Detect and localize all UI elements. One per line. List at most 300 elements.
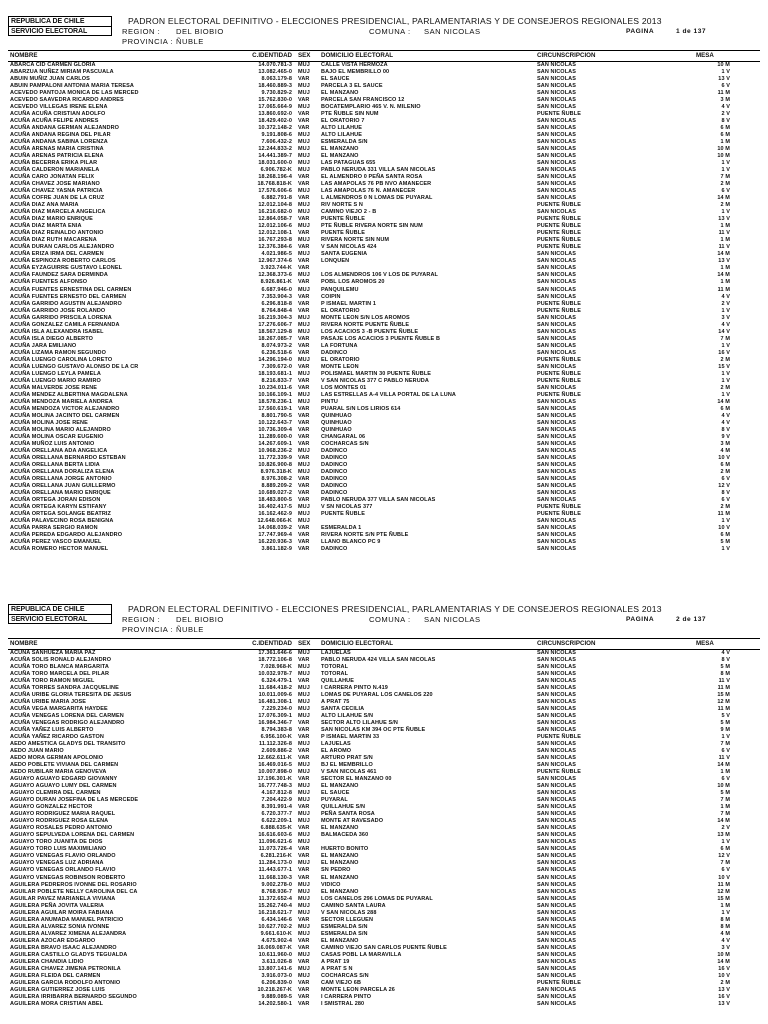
voter-domicilio: ALTO LILAHUE S/N bbox=[321, 713, 374, 720]
voter-domicilio: CALLE VISTA HERMOZA bbox=[321, 62, 388, 68]
voter-sex: MUJ bbox=[298, 783, 310, 790]
table-row bbox=[0, 448, 768, 455]
voter-name: ACUÑA ORELLANA BERTA LIDIA bbox=[10, 461, 100, 468]
voter-circunscripcion: SAN NICOLAS bbox=[537, 937, 576, 944]
voter-mesa: 5 M bbox=[720, 790, 730, 797]
voter-sex: MUJ bbox=[298, 223, 310, 230]
page-number: 2 de 137 bbox=[676, 616, 707, 623]
voter-mesa: 7 M bbox=[720, 174, 730, 181]
col-cedula: C.IDENTIDAD bbox=[252, 52, 292, 59]
voter-mesa: 7 M bbox=[720, 811, 730, 818]
table-row bbox=[0, 111, 768, 118]
voter-cedula: 18.578.236-1 bbox=[258, 398, 292, 405]
table-row bbox=[0, 406, 768, 413]
voter-name: AGUILERA FLEIDA DEL CARMEN bbox=[10, 972, 101, 979]
voter-mesa: 2 M bbox=[720, 202, 730, 209]
voter-cedula: 6.281.216-K bbox=[260, 853, 292, 860]
voter-sex: MUJ bbox=[298, 832, 310, 839]
col-mesa: MESA bbox=[696, 640, 714, 647]
padron-page-1 bbox=[0, 10, 768, 553]
voter-circunscripcion: SAN NICOLAS bbox=[537, 321, 576, 328]
voter-mesa: 14 V bbox=[718, 328, 730, 335]
voter-cedula: 17.361.646-6 bbox=[258, 650, 292, 656]
voter-cedula: 14.296.194-0 bbox=[258, 356, 292, 363]
voter-circunscripcion: SAN NICOLAS bbox=[537, 97, 576, 104]
voter-cedula: 11.684.418-2 bbox=[258, 685, 292, 692]
table-row bbox=[0, 237, 768, 244]
table-row bbox=[0, 413, 768, 420]
voter-mesa: 11 M bbox=[717, 706, 730, 713]
voter-circunscripcion: SAN NICOLAS bbox=[537, 314, 576, 321]
voter-sex: VAR bbox=[298, 195, 310, 202]
voter-name: ACUÑA ESPINOZA ROBERTO CARLOS bbox=[10, 258, 116, 265]
voter-domicilio: EL MANZANO bbox=[321, 874, 359, 881]
voter-mesa: 14 M bbox=[717, 818, 730, 825]
col-cedula: C.IDENTIDAD bbox=[252, 640, 292, 647]
voter-sex: VAR bbox=[298, 300, 310, 307]
voter-domicilio: PABLO NERUDA 331 VILLA SAN NICOLAS bbox=[321, 167, 436, 174]
voter-mesa: 14 M bbox=[717, 195, 730, 202]
voter-mesa: 13 V bbox=[718, 216, 730, 223]
voter-circunscripcion: SAN NICOLAS bbox=[537, 335, 576, 342]
voter-cedula: 6.687.946-0 bbox=[261, 286, 292, 293]
table-row bbox=[0, 490, 768, 497]
header-divider bbox=[8, 638, 760, 639]
voter-domicilio: LAS AMAPOLAS 76 PB NVO AMANECER bbox=[321, 181, 432, 188]
voter-cedula: 8.926.861-K bbox=[260, 279, 292, 286]
voter-mesa: 5 M bbox=[720, 539, 730, 546]
voter-mesa: 1 V bbox=[721, 69, 730, 76]
voter-name: ACUÑA URIBE GLORIA TERESITA DE JESUS bbox=[10, 692, 132, 699]
voter-name: ACUÑA ORELLANA JORGE ANTONIO bbox=[10, 475, 112, 482]
table-row bbox=[0, 518, 768, 525]
voter-domicilio: PABLO NERUDA 424 VILLA SAN NICOLAS bbox=[321, 657, 436, 664]
table-row bbox=[0, 455, 768, 462]
voter-domicilio: POLISMAEL MARTIN 30 PUENTE ÑUBLE bbox=[321, 370, 432, 377]
voter-circunscripcion: SAN NICOLAS bbox=[537, 539, 576, 546]
table-row bbox=[0, 671, 768, 678]
voter-cedula: 18.768.818-K bbox=[257, 181, 292, 188]
voter-sex: VAR bbox=[298, 944, 310, 951]
voter-circunscripcion: SAN NICOLAS bbox=[537, 384, 576, 391]
voter-mesa: 11 V bbox=[718, 244, 730, 251]
voter-domicilio: V SAN NICOLAS 461 bbox=[321, 769, 377, 776]
table-row bbox=[0, 511, 768, 518]
voter-circunscripcion: PUENTE ÑUBLE bbox=[537, 237, 581, 244]
voter-cedula: 10.122.643-7 bbox=[258, 419, 292, 426]
table-row bbox=[0, 804, 768, 811]
voter-mesa: 4 M bbox=[720, 447, 730, 454]
page-header bbox=[0, 10, 768, 52]
voter-mesa: 1 V bbox=[721, 839, 730, 846]
voter-circunscripcion: SAN NICOLAS bbox=[537, 839, 576, 846]
voter-cedula: 15.262.740-4 bbox=[258, 902, 292, 909]
voter-sex: VAR bbox=[298, 678, 310, 685]
voter-name: ACUÑA FUENTES ERNESTO DEL CARMEN bbox=[10, 293, 127, 300]
voter-name: AGUILAR PAVEZ MARIANELA VIVIANA bbox=[10, 895, 116, 902]
voter-circunscripcion: SAN NICOLAS bbox=[537, 720, 576, 727]
table-row bbox=[0, 265, 768, 272]
voter-sex: VAR bbox=[298, 853, 310, 860]
voter-sex: VAR bbox=[298, 265, 310, 272]
voter-sex: MUJ bbox=[298, 839, 310, 846]
voter-mesa: 7 M bbox=[720, 741, 730, 748]
voter-circunscripcion: PUENTE ÑUBLE bbox=[537, 769, 581, 776]
voter-name: ACUÑA GARRIDO AGUSTIN ALEJANDRO bbox=[10, 300, 122, 307]
voter-name: ACUÑA MOLINA JOSE RENE bbox=[10, 419, 88, 426]
voter-sex: VAR bbox=[298, 412, 310, 419]
voter-name: ACUÑA URIBE MARIA JOSE bbox=[10, 699, 87, 706]
table-row bbox=[0, 727, 768, 734]
voter-mesa: 5 M bbox=[720, 664, 730, 671]
voter-name: ACUÑA JARA EMILIANO bbox=[10, 342, 77, 349]
voter-cedula: 16.402.417-5 bbox=[258, 503, 292, 510]
voter-name: ACUÑA BECERRA ERIKA PILAR bbox=[10, 160, 98, 167]
voter-domicilio: EL MANZANO bbox=[321, 783, 359, 790]
voter-domicilio: PINTU bbox=[321, 398, 338, 405]
voter-sex: VAR bbox=[298, 279, 310, 286]
table-row bbox=[0, 539, 768, 546]
voter-cedula: 7.204.422-9 bbox=[261, 797, 292, 804]
voter-sex: MUJ bbox=[298, 902, 310, 909]
table-row bbox=[0, 364, 768, 371]
table-row bbox=[0, 980, 768, 987]
voter-circunscripcion: SAN NICOLAS bbox=[537, 664, 576, 671]
voter-name: ACUÑA ARENAS MARIA CRISTINA bbox=[10, 146, 104, 153]
voter-name: ACUÑA ACUÑA FELIPE ANDRES bbox=[10, 118, 99, 125]
voter-cedula: 6.236.518-6 bbox=[261, 349, 292, 356]
voter-mesa: 13 V bbox=[718, 1000, 730, 1007]
table-row bbox=[0, 209, 768, 216]
voter-mesa: 7 M bbox=[720, 860, 730, 867]
voter-domicilio: TOTORAL bbox=[321, 671, 349, 678]
voter-name: AGUILERA IRRIBARRA BERNARDO SEGUNDO bbox=[10, 993, 137, 1000]
voter-name: ACUÑA FUENTES ALFONSO bbox=[10, 279, 88, 286]
voter-circunscripcion: SAN NICOLAS bbox=[537, 783, 576, 790]
voter-domicilio: QUINHUAO bbox=[321, 426, 352, 433]
voter-cedula: 11.289.600-0 bbox=[258, 433, 292, 440]
table-row bbox=[0, 97, 768, 104]
voter-domicilio: PARCELA SAN FRANCISCO 12 bbox=[321, 97, 405, 104]
voter-circunscripcion: SAN NICOLAS bbox=[537, 797, 576, 804]
voter-sex: VAR bbox=[298, 76, 310, 83]
voter-circunscripcion: SAN NICOLAS bbox=[537, 727, 576, 734]
table-row bbox=[0, 896, 768, 903]
voter-cedula: 18.193.681-1 bbox=[258, 370, 292, 377]
table-row bbox=[0, 427, 768, 434]
voter-name: ABUIN MUÑIZ JUAN CARLOS bbox=[10, 76, 90, 83]
voter-circunscripcion: SAN NICOLAS bbox=[537, 153, 576, 160]
voter-mesa: 1 M bbox=[720, 223, 730, 230]
col-domicilio: DOMICILIO ELECTORAL bbox=[321, 52, 394, 59]
table-row bbox=[0, 846, 768, 853]
voter-sex: MUJ bbox=[298, 909, 310, 916]
voter-domicilio: ALTO LILAHUE bbox=[321, 132, 363, 139]
voter-mesa: 13 V bbox=[718, 76, 730, 83]
comuna-value: SAN NICOLAS bbox=[424, 27, 481, 36]
voter-mesa: 11 M bbox=[717, 90, 730, 97]
voter-cedula: 6.206.839-0 bbox=[261, 979, 292, 986]
voter-domicilio: QUILLAHUE S/N bbox=[321, 804, 366, 811]
voter-mesa: 8 M bbox=[720, 916, 730, 923]
voter-name: AGUILERA CASTILLO GLADYS TEGUALDA bbox=[10, 951, 128, 958]
voter-sex: MUJ bbox=[298, 671, 310, 678]
voter-domicilio: A PRAT 19 bbox=[321, 958, 350, 965]
voter-mesa: 11 M bbox=[717, 881, 730, 888]
table-row bbox=[0, 994, 768, 1001]
voter-name: AGUILERA GUTIERREZ JOSE LUIS bbox=[10, 986, 105, 993]
voter-name: AGUAYO AGUAYO EDGARD GIOVANNY bbox=[10, 776, 118, 783]
voter-sex: VAR bbox=[298, 482, 310, 489]
table-row bbox=[0, 853, 768, 860]
voter-name: ACUÑA VEGA MARGARITA HAYDEE bbox=[10, 706, 108, 713]
voter-sex: MUJ bbox=[298, 90, 310, 97]
voter-cedula: 12.864.058-7 bbox=[258, 216, 292, 223]
voter-name: ACUÑA ARENAS PATRICIA ELENA bbox=[10, 153, 104, 160]
voter-name: ACUÑA PALAVECINO ROSA BENIGNA bbox=[10, 518, 114, 525]
voter-mesa: 10 M bbox=[717, 62, 730, 68]
voter-name: ACUÑA ORELLANA JUAN GUILLERMO bbox=[10, 482, 116, 489]
voter-cedula: 8.889.209-2 bbox=[261, 482, 292, 489]
voter-sex: MUJ bbox=[298, 146, 310, 153]
voter-name: ACUÑA MOLINA OSCAR EUGENIO bbox=[10, 433, 104, 440]
voter-cedula: 6.434.146-6 bbox=[261, 916, 292, 923]
voter-circunscripcion: SAN NICOLAS bbox=[537, 83, 576, 90]
voter-sex: VAR bbox=[298, 496, 310, 503]
table-row bbox=[0, 790, 768, 797]
voter-sex: VAR bbox=[298, 230, 310, 237]
voter-mesa: 14 M bbox=[717, 272, 730, 279]
page-header bbox=[0, 598, 768, 640]
voter-circunscripcion: SAN NICOLAS bbox=[537, 363, 576, 370]
voter-mesa: 11 V bbox=[718, 230, 730, 237]
voter-sex: MUJ bbox=[298, 881, 310, 888]
voter-sex: VAR bbox=[298, 525, 310, 532]
voter-circunscripcion: PUENTE ÑUBLE bbox=[537, 391, 581, 398]
voter-mesa: 1 M bbox=[720, 237, 730, 244]
voter-domicilio: COCHARCAS S/N bbox=[321, 440, 369, 447]
table-row bbox=[0, 762, 768, 769]
voter-circunscripcion: SAN NICOLAS bbox=[537, 518, 576, 525]
voter-mesa: 6 V bbox=[721, 188, 730, 195]
voter-domicilio: A PRAT 75 bbox=[321, 699, 350, 706]
voter-cedula: 16.469.016-5 bbox=[258, 762, 292, 769]
table-row bbox=[0, 230, 768, 237]
voter-domicilio: LA FORTUNA bbox=[321, 342, 358, 349]
provincia-value: ÑUBLE bbox=[176, 625, 204, 634]
voter-domicilio: TOTORAL bbox=[321, 664, 349, 671]
voter-name: ACUÑA COFRE JUAN DE LA CRUZ bbox=[10, 195, 105, 202]
voter-mesa: 8 V bbox=[721, 657, 730, 664]
table-row bbox=[0, 357, 768, 364]
voter-sex: VAR bbox=[298, 111, 310, 118]
voter-circunscripcion: SAN NICOLAS bbox=[537, 1000, 576, 1007]
voter-name: ACUÑA LUENGO CAROLINA LORETO bbox=[10, 356, 113, 363]
voter-mesa: 10 V bbox=[718, 972, 730, 979]
voter-domicilio: PASAJE LOS ACACIOS 3 PUENTE ÑUBLE B bbox=[321, 335, 441, 342]
voter-cedula: 10.627.702-2 bbox=[258, 923, 292, 930]
voter-mesa: 8 M bbox=[720, 923, 730, 930]
voter-name: ACUÑA DIAZ MARCELA ANGELICA bbox=[10, 209, 106, 216]
voter-circunscripcion: SAN NICOLAS bbox=[537, 496, 576, 503]
col-sex: SEX bbox=[298, 640, 311, 647]
voter-circunscripcion: PUENTE ÑUBLE bbox=[537, 111, 581, 118]
voter-mesa: 4 V bbox=[721, 293, 730, 300]
voter-sex: MUJ bbox=[298, 685, 310, 692]
voter-domicilio: PUENTE ÑUBLE bbox=[321, 216, 365, 223]
voter-sex: VAR bbox=[298, 125, 310, 132]
voter-sex: MUJ bbox=[298, 518, 310, 525]
voter-sex: MUJ bbox=[298, 511, 310, 517]
voter-name: ACUÑA MOLINA JACINTO DEL CARMEN bbox=[10, 412, 120, 419]
col-nombre: NOMBRE bbox=[10, 640, 38, 647]
table-row bbox=[0, 202, 768, 209]
voter-domicilio: MONTE LEON S/N LOS AROMOS bbox=[321, 314, 410, 321]
voter-name: ACUÑA SANHUEZA MARIA PAZ bbox=[10, 650, 96, 656]
table-row bbox=[0, 776, 768, 783]
voter-name: ACUÑA ERIZA IRMA DEL CARMEN bbox=[10, 251, 104, 258]
voter-list bbox=[0, 650, 768, 1008]
voter-circunscripcion: SAN NICOLAS bbox=[537, 160, 576, 167]
voter-domicilio: P ISMAEL MARTIN 1 bbox=[321, 300, 376, 307]
voter-mesa: 10 V bbox=[718, 454, 730, 461]
voter-mesa: 1 V bbox=[721, 167, 730, 174]
provincia-value: ÑUBLE bbox=[176, 37, 204, 46]
voter-domicilio: EL MANZANO bbox=[321, 90, 359, 97]
voter-mesa: 2 M bbox=[720, 181, 730, 188]
table-row bbox=[0, 69, 768, 76]
voter-circunscripcion: SAN NICOLAS bbox=[537, 258, 576, 265]
voter-domicilio: RIVERA NORTE SIN NUM bbox=[321, 237, 390, 244]
voter-cedula: 9.730.829-2 bbox=[261, 90, 292, 97]
voter-cedula: 10.218.267-K bbox=[257, 986, 292, 993]
voter-mesa: 10 V bbox=[718, 525, 730, 532]
voter-cedula: 17.276.606-7 bbox=[258, 321, 292, 328]
voter-circunscripcion: SAN NICOLAS bbox=[537, 874, 576, 881]
voter-mesa: 11 V bbox=[718, 678, 730, 685]
voter-name: ACUÑA MENDOZA MARIELA ANDREA bbox=[10, 398, 113, 405]
voter-mesa: 1 M bbox=[720, 265, 730, 272]
voter-sex: VAR bbox=[298, 532, 310, 539]
voter-cedula: 6.888.635-K bbox=[260, 825, 292, 832]
voter-domicilio: LAJUELAS bbox=[321, 650, 351, 656]
voter-circunscripcion: SAN NICOLAS bbox=[537, 699, 576, 706]
voter-cedula: 7.028.968-K bbox=[260, 664, 292, 671]
voter-sex: VAR bbox=[298, 475, 310, 482]
voter-cedula: 6.622.209-1 bbox=[261, 818, 292, 825]
voter-sex: MUJ bbox=[298, 713, 310, 720]
voter-sex: MUJ bbox=[298, 965, 310, 972]
voter-circunscripcion: PUENTE ÑUBLE bbox=[537, 370, 581, 377]
table-row bbox=[0, 945, 768, 952]
voter-mesa: 1 V bbox=[721, 518, 730, 525]
table-row bbox=[0, 650, 768, 657]
voter-domicilio: LAJUELAS bbox=[321, 741, 351, 748]
voter-mesa: 4 V bbox=[721, 412, 730, 419]
document-title: PADRON ELECTORAL DEFINITIVO - ELECCIONES PRESIDENCIAL, PARLAMENTARIAS Y DE CONSEJEROS REGIONALES 2013 bbox=[128, 16, 662, 26]
table-row bbox=[0, 350, 768, 357]
voter-mesa: 4 V bbox=[721, 937, 730, 944]
table-row bbox=[0, 832, 768, 839]
comuna-value: SAN NICOLAS bbox=[424, 615, 481, 624]
table-row bbox=[0, 188, 768, 195]
table-row bbox=[0, 315, 768, 322]
table-row bbox=[0, 917, 768, 924]
voter-circunscripcion: PUENTE ÑUBLE bbox=[537, 377, 581, 384]
voter-domicilio: SECTOR EL MANZANO 00 bbox=[321, 776, 392, 783]
voter-cedula: 17.065.664-9 bbox=[258, 104, 292, 111]
voter-circunscripcion: SAN NICOLAS bbox=[537, 69, 576, 76]
voter-mesa: 6 M bbox=[720, 846, 730, 853]
voter-name: ACUÑA ANDANA SABINA LORENZA bbox=[10, 139, 108, 146]
voter-sex: MUJ bbox=[298, 923, 310, 930]
voter-name: AGUILERA CHAVEZ JIMENA PETRONILA bbox=[10, 965, 121, 972]
voter-name: AGUAYO VENEGAS ROBINSON ROBERTO bbox=[10, 874, 126, 881]
voter-sex: MUJ bbox=[298, 104, 310, 111]
table-row bbox=[0, 532, 768, 539]
voter-cedula: 10.166.109-1 bbox=[258, 391, 292, 398]
column-headers bbox=[0, 640, 768, 649]
voter-circunscripcion: SAN NICOLAS bbox=[537, 279, 576, 286]
voter-domicilio: LOMAS DE PUYARAL LOS CANELOS 220 bbox=[321, 692, 433, 699]
voter-sex: VAR bbox=[298, 216, 310, 223]
voter-circunscripcion: SAN NICOLAS bbox=[537, 657, 576, 664]
voter-name: ACUÑA MALVERDE JOSE RENE bbox=[10, 384, 98, 391]
voter-domicilio: A PRAT S N bbox=[321, 965, 353, 972]
voter-domicilio: L ALMENDROS 0 N LOMAS DE PUYARAL bbox=[321, 195, 433, 202]
voter-circunscripcion: SAN NICOLAS bbox=[537, 881, 576, 888]
voter-name: ACUÑA GARRIDO PRISCILA LORENA bbox=[10, 314, 112, 321]
voter-domicilio: LOS ACACIOS 3 -B PUENTE ÑUBLE bbox=[321, 328, 419, 335]
voter-name: ACUÑA CHAVEZ YASNA PATRICIA bbox=[10, 188, 103, 195]
voter-name: AGUAYO GONZALEZ HECTOR bbox=[10, 804, 93, 811]
voter-circunscripcion: SAN NICOLAS bbox=[537, 755, 576, 762]
comuna-label: COMUNA : bbox=[369, 27, 411, 36]
voter-circunscripcion: SAN NICOLAS bbox=[537, 468, 576, 475]
table-row bbox=[0, 924, 768, 931]
voter-mesa: 11 M bbox=[717, 511, 730, 517]
voter-cedula: 8.764.848-4 bbox=[261, 307, 292, 314]
table-row bbox=[0, 378, 768, 385]
voter-circunscripcion: SAN NICOLAS bbox=[537, 76, 576, 83]
voter-mesa: 2 V bbox=[721, 300, 730, 307]
voter-mesa: 15 M bbox=[717, 895, 730, 902]
provincia-label: PROVINCIA : bbox=[122, 37, 174, 46]
voter-name: ACUÑA DIAZ RUTH MACARENA bbox=[10, 237, 97, 244]
voter-domicilio: EL MANZANO bbox=[321, 888, 359, 895]
voter-domicilio: EL ORATORIO bbox=[321, 307, 360, 314]
table-row bbox=[0, 699, 768, 706]
voter-mesa: 10 M bbox=[717, 783, 730, 790]
voter-sex: VAR bbox=[298, 181, 310, 188]
table-row bbox=[0, 160, 768, 167]
voter-mesa: 15 V bbox=[718, 363, 730, 370]
voter-circunscripcion: SAN NICOLAS bbox=[537, 888, 576, 895]
voter-domicilio: HUERTO BONITO bbox=[321, 846, 369, 853]
voter-cedula: 18.483.800-5 bbox=[258, 496, 292, 503]
voter-circunscripcion: SAN NICOLAS bbox=[537, 916, 576, 923]
voter-circunscripcion: SAN NICOLAS bbox=[537, 489, 576, 496]
voter-circunscripcion: SAN NICOLAS bbox=[537, 118, 576, 125]
voter-name: ACUÑA MOLINA MARIO ALEJANDRO bbox=[10, 426, 111, 433]
voter-circunscripcion: SAN NICOLAS bbox=[537, 951, 576, 958]
table-row bbox=[0, 987, 768, 994]
voter-circunscripcion: SAN NICOLAS bbox=[537, 993, 576, 1000]
table-row bbox=[0, 244, 768, 251]
voter-mesa: 1 V bbox=[721, 370, 730, 377]
voter-domicilio: EL MANZANO bbox=[321, 146, 359, 153]
voter-domicilio: BOCATEMPLARIO 465 V. N. MILENIO bbox=[321, 104, 421, 111]
